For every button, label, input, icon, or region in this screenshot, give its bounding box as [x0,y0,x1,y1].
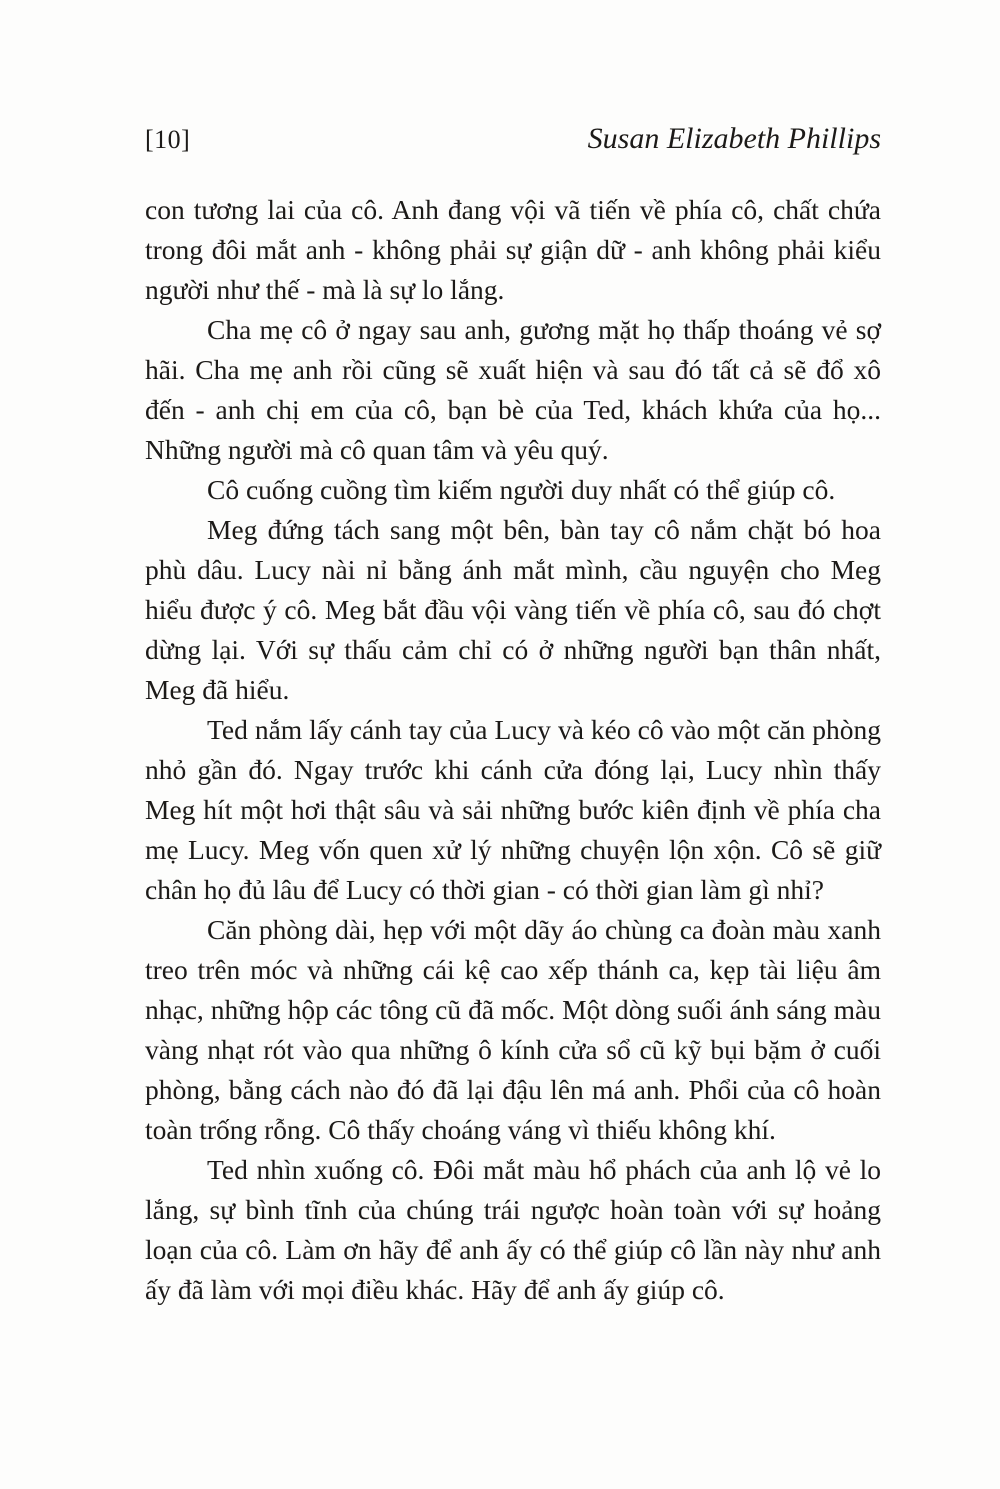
body-paragraph: Ted nắm lấy cánh tay của Lucy và kéo cô vào một căn phòng nhỏ gần đó. Ngay trước khi cánh cửa đóng lại, Lucy nhìn thấy Meg hít một hơi thật sâu và sải những bước kiên định về phía cha mẹ Lucy. Meg vốn quen xử lý những chuyện lộn xộn. Cô sẽ giữ chân họ đủ lâu để Lucy có thời gian - có thời gian làm gì nhỉ? [145,714,881,905]
page-number: [10] [145,125,191,154]
body-paragraph: Cô cuống cuồng tìm kiếm người duy nhất có thể giúp cô. [207,474,836,505]
author-name: Susan Elizabeth Phillips [587,122,881,155]
body-text [145,190,881,1310]
body-paragraph: Ted nhìn xuống cô. Đôi mắt màu hổ phách của anh lộ vẻ lo lắng, sự bình tĩnh của chúng trái ngược hoàn toàn với sự hoảng loạn của cô. Làm ơn hãy để anh ấy có thể giúp cô lần này như anh ấy đã làm với mọi điều khác. Hãy để anh ấy giúp cô. [145,1154,881,1305]
body-paragraph: Căn phòng dài, hẹp với một dãy áo chùng ca đoàn màu xanh treo trên móc và những cái kệ cao xếp thánh ca, kẹp tài liệu âm nhạc, những hộp các tông cũ đã mốc. Một dòng suối ánh sáng màu vàng nhạt rót vào qua những ô kính cửa sổ cũ kỹ bụi bặm ở cuối phòng, bằng cách nào đó đã lại đậu lên má anh. Phổi của cô hoàn toàn trống rỗng. Cô thấy choáng váng vì thiếu không khí. [145,914,881,1145]
text-column [145,122,881,1310]
body-paragraph: con tương lai của cô. Anh đang vội vã tiến về phía cô, chất chứa trong đôi mắt anh - không phải sự giận dữ - anh không phải kiểu người như thế - mà là sự lo lắng. [145,194,881,305]
body-paragraph: Meg đứng tách sang một bên, bàn tay cô nắm chặt bó hoa phù dâu. Lucy nài nỉ bằng ánh mắt mình, cầu nguyện cho Meg hiểu được ý cô. Meg bắt đầu vội vàng tiến về phía cô, sau đó chợt dừng lại. Với sự thấu cảm chỉ có ở những người bạn thân nhất, Meg đã hiểu. [145,514,881,705]
page-header [145,122,881,156]
body-paragraph: Cha mẹ cô ở ngay sau anh, gương mặt họ thấp thoáng vẻ sợ hãi. Cha mẹ anh rồi cũng sẽ xuất hiện và sau đó tất cả sẽ đổ xô đến - anh chị em của cô, bạn bè của Ted, khách khứa của họ... Những người mà cô quan tâm và yêu quý. [145,314,881,465]
